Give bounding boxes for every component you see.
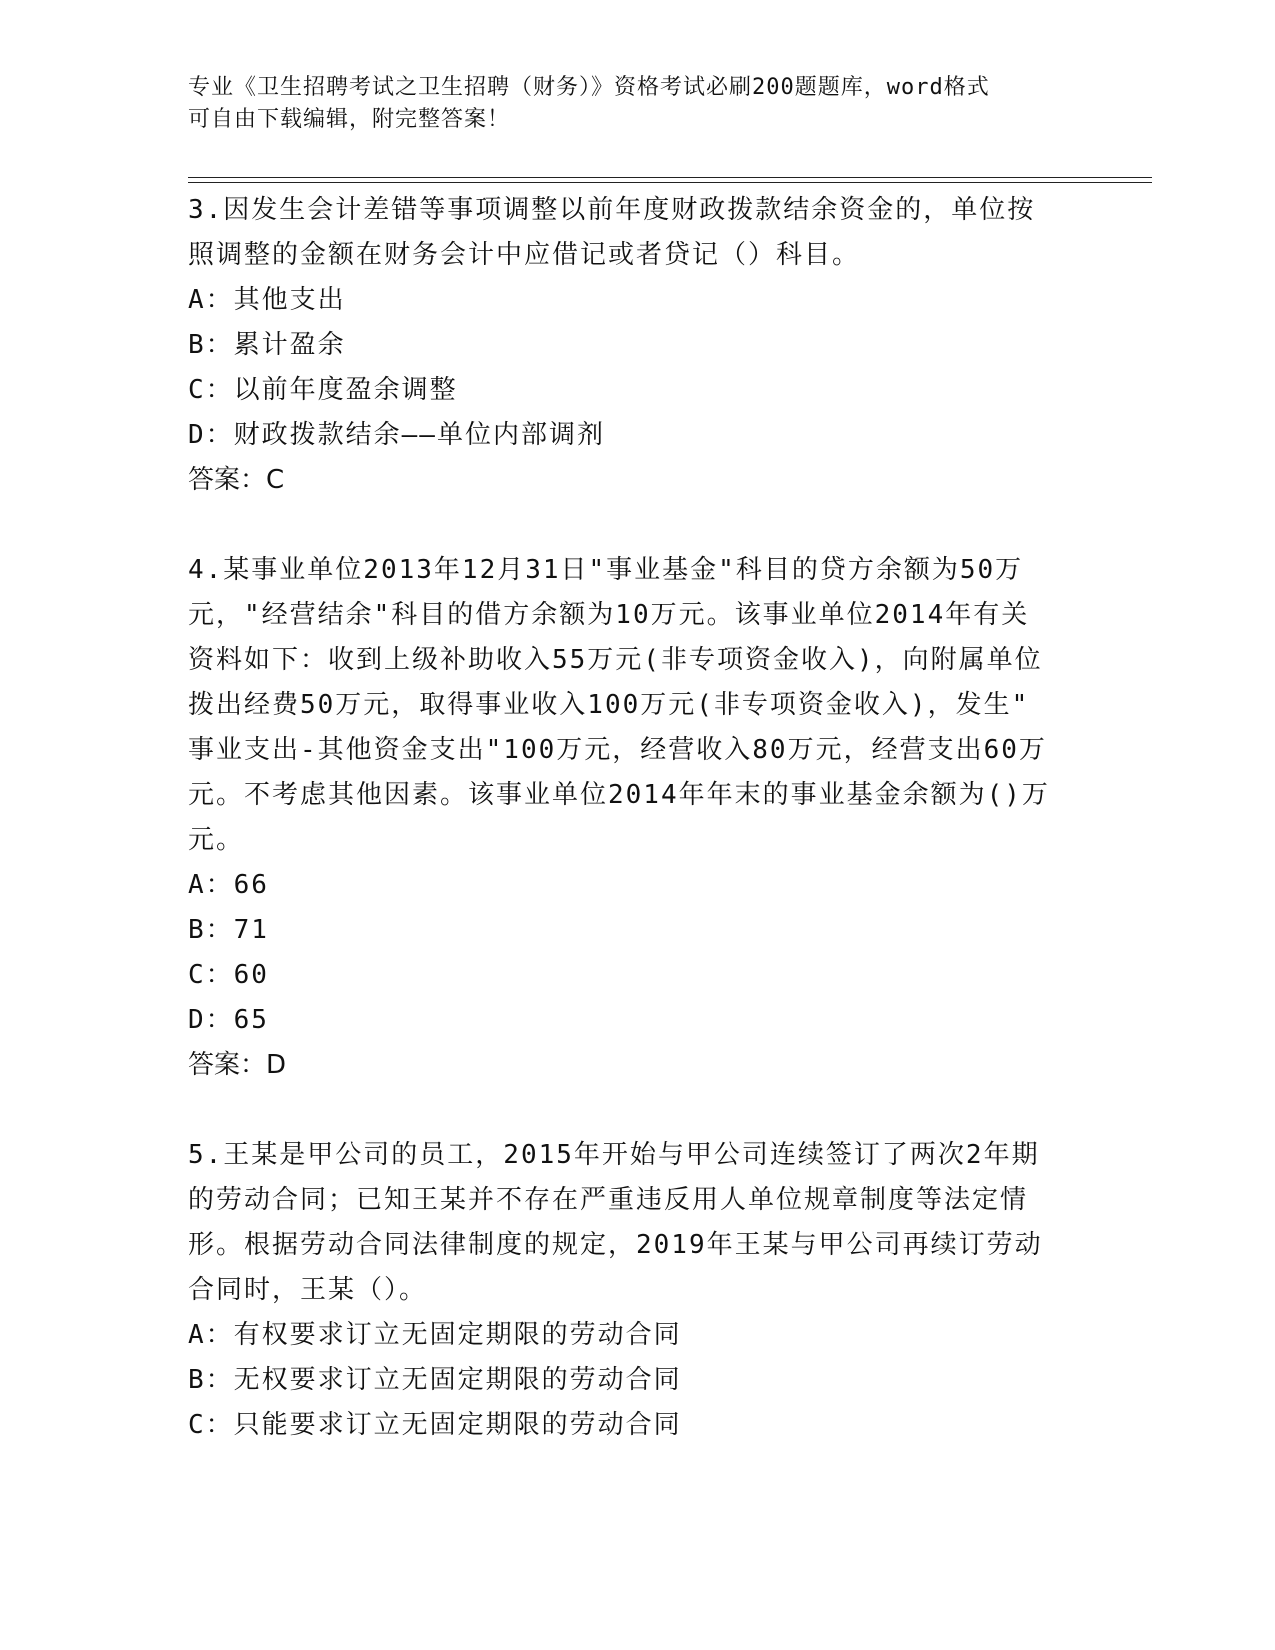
question-5-stem-line-1: 5.王某是甲公司的员工，2015年开始与甲公司连续签订了两次2年期: [188, 1140, 1040, 1170]
question-4: [188, 548, 1088, 1088]
question-5-option-a: A：有权要求订立无固定期限的劳动合同: [188, 1320, 682, 1350]
question-5-option-b: B：无权要求订立无固定期限的劳动合同: [188, 1365, 682, 1395]
question-5-stem-line-3: 形。根据劳动合同法律制度的规定，2019年王某与甲公司再续订劳动: [188, 1230, 1043, 1260]
question-4-answer: 答案：D: [188, 1050, 287, 1080]
question-4-stem-line-4: 拨出经费50万元，取得事业收入100万元(非专项资金收入)，发生": [188, 690, 1030, 720]
question-5-option-c: C：只能要求订立无固定期限的劳动合同: [188, 1410, 682, 1440]
question-3-option-c: C：以前年度盈余调整: [188, 375, 458, 405]
header-line-2: 可自由下载编辑，附完整答案！: [188, 107, 511, 132]
question-4-stem-line-1: 4.某事业单位2013年12月31日"事业基金"科目的贷方余额为50万: [188, 555, 1024, 585]
question-3: [188, 188, 1088, 503]
question-4-stem-line-2: 元，"经营结余"科目的借方余额为10万元。该事业单位2014年有关: [188, 600, 1030, 630]
question-4-option-b: B：71: [188, 915, 269, 945]
question-3-option-a: A：其他支出: [188, 285, 346, 315]
question-3-stem-line-1: 3.因发生会计差错等事项调整以前年度财政拨款结余资金的，单位按: [188, 195, 1036, 225]
question-4-option-c: C：60: [188, 960, 269, 990]
document-header: [188, 72, 1068, 136]
question-4-stem-line-7: 元。: [188, 825, 245, 855]
question-3-stem-line-2: 照调整的金额在财务会计中应借记或者贷记（）科目。: [188, 240, 861, 270]
header-line-1: 专业《卫生招聘考试之卫生招聘（财务）》资格考试必刷200题题库，word格式: [188, 75, 990, 100]
question-3-option-d: D：财政拨款结余——单位内部调剂: [188, 420, 605, 450]
question-4-option-d: D：65: [188, 1005, 269, 1035]
question-list: [188, 188, 1088, 1448]
question-5: [188, 1133, 1088, 1448]
question-5-stem-line-4: 合同时，王某（）。: [188, 1275, 428, 1305]
header-divider-top: [188, 177, 1152, 178]
question-4-stem-line-5: 事业支出-其他资金支出"100万元，经营收入80万元，经营支出60万: [188, 735, 1047, 765]
question-4-option-a: A：66: [188, 870, 269, 900]
header-divider-bottom: [188, 182, 1152, 183]
question-4-stem-line-6: 元。不考虑其他因素。该事业单位2014年年末的事业基金余额为()万: [188, 780, 1050, 810]
question-4-stem-line-3: 资料如下：收到上级补助收入55万元(非专项资金收入)，向附属单位: [188, 645, 1043, 675]
question-3-option-b: B：累计盈余: [188, 330, 346, 360]
question-3-answer: 答案：C: [188, 465, 285, 495]
question-5-stem-line-2: 的劳动合同；已知王某并不存在严重违反用人单位规章制度等法定情: [188, 1185, 1029, 1215]
